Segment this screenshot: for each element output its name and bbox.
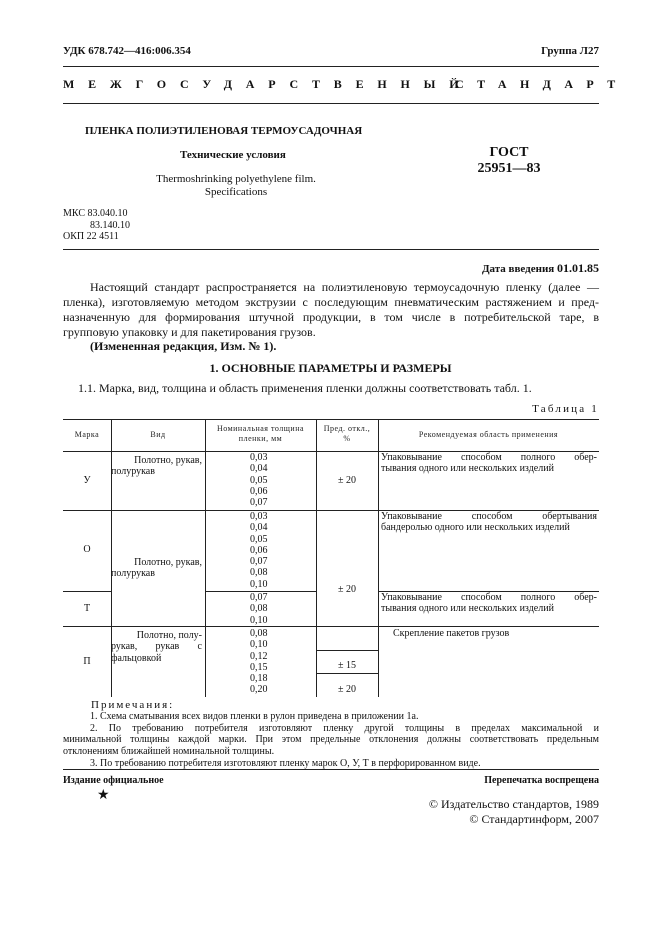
thickness-list-t: 0,07 0,08 0,10 (250, 592, 268, 626)
table-col-divider (316, 419, 317, 697)
revision-note: (Измененная редакция, Изм. № 1). (90, 339, 277, 353)
mark-t: Т (83, 603, 91, 614)
deviation-p-end: ± 20 (338, 684, 356, 695)
star-icon: ★ (97, 788, 110, 803)
deviation-o-t-p: ± 20 (338, 584, 356, 595)
thickness-list-o: 0,03 0,04 0,05 0,06 0,07 0,08 0,10 (250, 511, 268, 590)
group-code: Группа Л27 (541, 45, 599, 57)
mark-p: П (83, 656, 91, 667)
table-row-divider (63, 626, 599, 627)
kind-u: Полотно, рукав, полурукав (111, 455, 202, 478)
intro-paragraph: Настоящий стандарт распространяется на полиэтиленовую термоусадочную пленку (далее — пленка), изготовляемую методом экструзии с последующим пневматическим растяжением и пред- назначенную для формирования штучной продукции, в том числе в потребительской таре, в групповую упаковку и для пакетирования грузов. (63, 280, 599, 339)
table-row-divider (316, 650, 378, 651)
mark-u: У (83, 475, 91, 486)
header-rule-top (63, 66, 599, 67)
usage-t: Упаковывание способом полного обер- тывания одного или нескольких изделий (381, 592, 597, 615)
table-col-divider (378, 419, 379, 697)
header-mark: Марка (74, 430, 100, 439)
title-rule (63, 249, 599, 250)
header-deviation: Пред. откл., % (323, 424, 371, 443)
mark-o: О (83, 544, 91, 555)
kind-p: Полотно, полу- рукав, рукав с фальцовкой (111, 630, 202, 664)
document-subtitle: Технические условия (180, 149, 286, 161)
deviation-u: ± 20 (338, 475, 356, 486)
notes-title: Примечания: (91, 699, 175, 711)
kind-o-t: Полотно, рукав, полурукав (111, 557, 202, 580)
clause-1-1: 1.1. Марка, вид, толщина и область применения пленки должны соответствовать табл. 1. (78, 381, 532, 395)
table-row-divider (316, 673, 378, 674)
section-heading: 1. ОСНОВНЫЕ ПАРАМЕТРЫ И РАЗМЕРЫ (209, 361, 452, 375)
udk-code: УДК 678.742—416:006.354 (63, 45, 191, 57)
thickness-list-p: 0,08 0,10 0,12 0,15 0,18 0,20 (250, 628, 268, 696)
thickness-list-u: 0,03 0,04 0,05 0,06 0,07 (250, 452, 268, 509)
table-border-top (63, 419, 599, 420)
english-title: Thermoshrinking polyethylene film. Specifications (156, 173, 316, 198)
deviation-p-mid: ± 15 (338, 660, 356, 671)
usage-u: Упаковывание способом полного обер- тывания одного или нескольких изделий (381, 452, 597, 475)
header-thickness: Номинальная толщина пленки, мм (216, 424, 305, 443)
table-label: Таблица 1 (532, 403, 599, 415)
notes-body: 1. Схема сматывания всех видов пленки в рулон приведена в приложении 1а. 2. По требованию потребителя изготовляют пленку другой толщины в пределах максимальной и минимальной толщины каждой марки. При этом предельные отклонения должны соответствовать предельным отклонениям ближайшей номинальной толщины. 3. По требованию потребителя изготовляют пленку марок О, У, Т в перфорированном виде. (63, 711, 599, 769)
header-rule-bottom (63, 103, 599, 104)
introduction-date: Дата введения 01.01.85 (481, 261, 599, 275)
table-col-divider (205, 419, 206, 697)
footer-rule (63, 769, 599, 770)
reprint-prohibited: Перепечатка воспрещена (484, 775, 599, 786)
banner-interstate: МЕЖГОСУДАРСТВЕННЫЙ (63, 77, 473, 91)
copyright: © Издательство стандартов, 1989 © Стандартинформ, 2007 (428, 797, 599, 826)
classification-codes: МКС 83.040.10 83.140.10 ОКП 22 4511 (63, 208, 130, 242)
header-kind: Вид (150, 430, 166, 439)
table-row-divider (63, 591, 111, 592)
header-usage: Рекомендуемая область применения (418, 430, 559, 439)
gost-number: ГОСТ 25951—83 (477, 145, 541, 176)
banner-standard: СТАНДАРТ (455, 77, 629, 91)
usage-p: Скрепление пакетов грузов (393, 628, 510, 639)
document-title: ПЛЕНКА ПОЛИЭТИЛЕНОВАЯ ТЕРМОУСАДОЧНАЯ (85, 125, 363, 137)
official-edition: Издание официальное (63, 775, 164, 786)
usage-o: Упаковывание способом обертывания бандеролью одного или нескольких изделий (381, 511, 597, 534)
